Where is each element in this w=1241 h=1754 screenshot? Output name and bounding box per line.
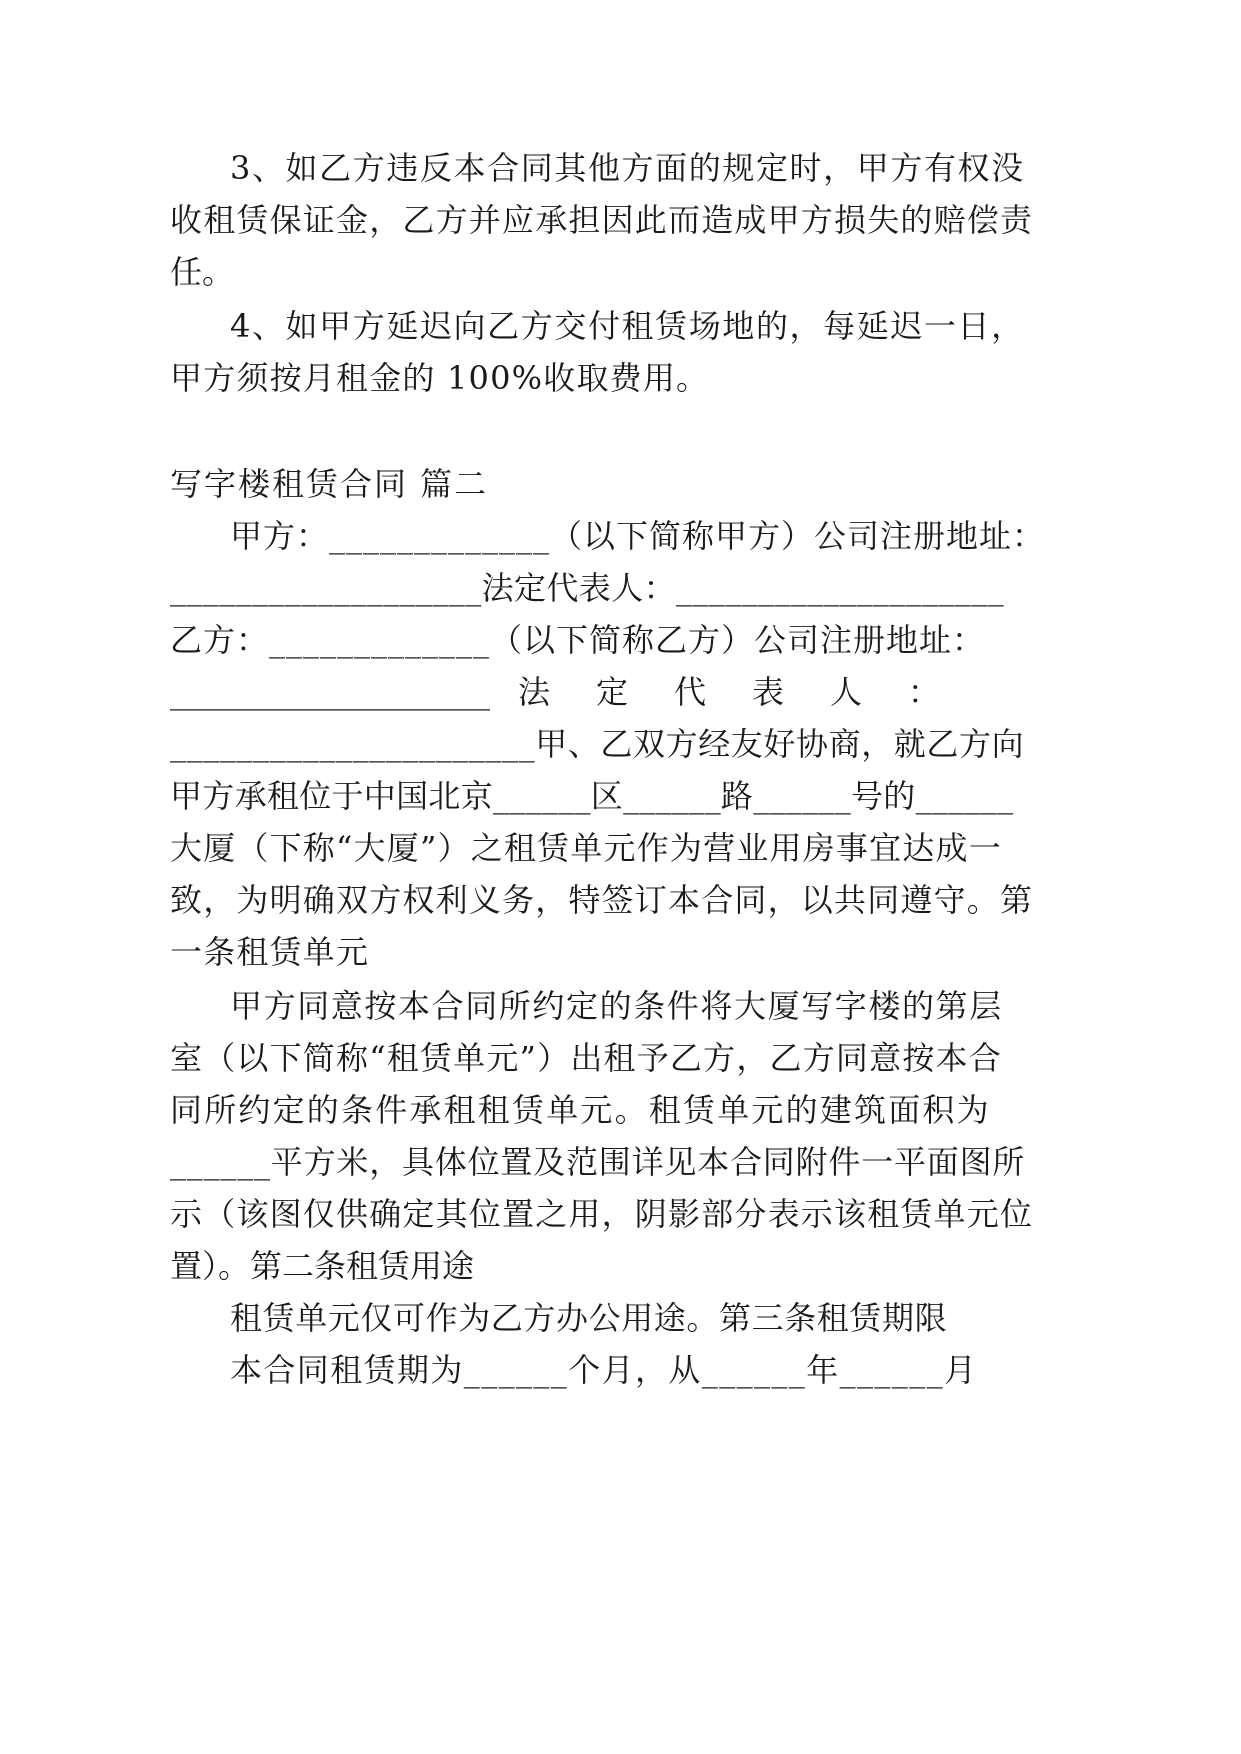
legal-representative-a-line: ___________________法定代表人：____________________ xyxy=(170,569,1005,607)
intro-line-4: 致，为明确双方权利义务，特签订本合同，以共同遵守。第 xyxy=(170,881,1034,919)
clause-4-line-1: 4、如甲方延迟向乙方交付租赁场地的，每延迟一日， xyxy=(230,307,1025,345)
intro-line-1: ______________________甲、乙双方经友好协商，就乙方向 xyxy=(170,725,1025,763)
party-b-line: 乙方：_____________（以下简称乙方）公司注册地址： xyxy=(170,621,986,659)
legal-rep-char: ： xyxy=(907,673,940,711)
legal-rep-char: 定 xyxy=(595,673,628,711)
article-3-line: 本合同租赁期为______个月，从______年______月 xyxy=(230,1351,978,1389)
clause-3-line-2: 收租赁保证金，乙方并应承担因此而造成甲方损失的赔偿责 xyxy=(170,201,1034,239)
clause-3-line-1: 3、如乙方违反本合同其他方面的规定时，甲方有权没 xyxy=(230,149,1025,187)
article-2-line: 租赁单元仅可作为乙方办公用途。第三条租赁期限 xyxy=(230,1299,948,1337)
intro-line-2: 甲方承租位于中国北京______区______路______号的______ xyxy=(170,777,1014,815)
legal-rep-char: 表 xyxy=(751,673,784,711)
clause-4-line-2: 甲方须按月租金的 100%收取费用。 xyxy=(170,359,710,397)
legal-rep-char: 法 xyxy=(518,673,551,711)
legal-rep-char: 代 xyxy=(673,673,706,711)
intro-line-5: 一条租赁单元 xyxy=(170,933,370,971)
intro-line-3: 大厦（下称“大厦”）之租赁单元作为营业用房事宜达成一 xyxy=(170,829,1002,867)
party-a-line: 甲方：_____________（以下简称甲方）公司注册地址： xyxy=(230,517,1046,555)
legal-representative-b-label xyxy=(518,672,940,712)
section-title: 写字楼租赁合同 篇二 xyxy=(170,465,489,503)
article-1-line-4: ______平方米，具体位置及范围详见本合同附件一平面图所 xyxy=(170,1143,1026,1181)
article-1-line-5: 示（该图仅供确定其位置之用，阴影部分表示该租赁单元位 xyxy=(170,1195,1034,1233)
article-1-line-3: 同所约定的条件承租租赁单元。租赁单元的建筑面积为 xyxy=(170,1091,991,1129)
article-1-line-6: 置）。第二条租赁用途 xyxy=(170,1247,475,1285)
clause-3-line-3: 任。 xyxy=(170,253,235,291)
article-1-line-2: 室（以下简称“租赁单元”）出租予乙方，乙方同意按本合 xyxy=(170,1039,1002,1077)
article-1-line-1: 甲方同意按本合同所约定的条件将大厦写字楼的第层 xyxy=(230,987,1003,1025)
legal-representative-b-blank: ____________________ xyxy=(170,673,490,711)
legal-rep-char: 人 xyxy=(829,673,862,711)
